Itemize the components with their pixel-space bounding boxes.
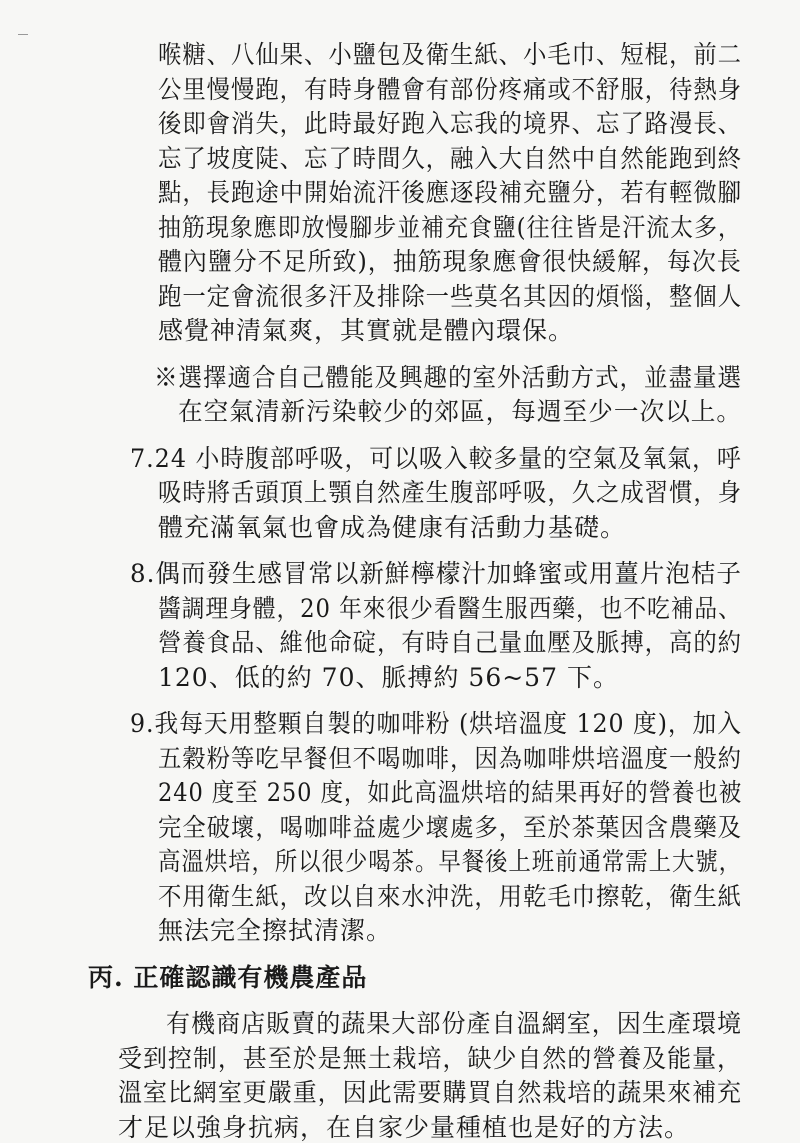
scan-mark <box>18 34 28 35</box>
item-9-line: 完全破壞，喝咖啡益處少壞處多，至於茶葉因含農藥及 <box>158 813 743 842</box>
item-9-line: 無法完全擦拭清潔。 <box>158 916 393 945</box>
intro-line: 點，長跑途中開始流汗後應逐段補充鹽分，若有輕微腳 <box>158 178 743 207</box>
item-9-line: 高溫烘培，所以很少喝茶。早餐後上班前通常需上大號， <box>158 847 743 876</box>
item-9-line: 240 度至 250 度，如此高溫烘培的結果再好的營養也被 <box>158 778 743 807</box>
section-body-line: 有機商店販賣的蔬果大部份產自溫網室，因生產環境 <box>166 1009 743 1038</box>
intro-line: 忘了坡度陡、忘了時間久，融入大自然中自然能跑到終 <box>158 144 743 173</box>
item-8-line: 營養食品、維他命碇，有時自己量血壓及脈搏，高的約 <box>158 628 743 657</box>
item-9-line: 不用衛生紙，改以自來水沖洗，用乾毛巾擦乾，衛生紙 <box>158 882 743 911</box>
intro-line: 公里慢慢跑，有時身體會有部份疼痛或不舒服，待熱身 <box>158 75 743 104</box>
intro-line: 喉糖、八仙果、小鹽包及衛生紙、小毛巾、短棍，前二 <box>158 40 743 69</box>
item-8-line: 8.偶而發生感冒常以新鮮檸檬汁加蜂蜜或用薑片泡桔子 <box>130 559 742 588</box>
item-9-line: 五穀粉等吃早餐但不喝咖啡，因為咖啡烘培溫度一般約 <box>158 744 743 773</box>
intro-line: 跑一定會流很多汗及排除一些莫名其因的煩惱，整個人 <box>158 282 743 311</box>
item-7-line: 7.24 小時腹部呼吸，可以吸入較多量的空氣及氧氣，呼 <box>130 444 742 473</box>
section-body-line: 才足以強身抗病，在自家少量種植也是好的方法。 <box>118 1113 691 1142</box>
section-heading: 丙. 正確認識有機農產品 <box>88 963 368 992</box>
intro-line: 體內鹽分不足所致)，抽筋現象應會很快緩解，每次長 <box>158 247 742 276</box>
intro-line: 感覺神清氣爽，其實就是體內環保。 <box>158 316 575 345</box>
section-body-line: 溫室比網室更嚴重，因此需要購買自然栽培的蔬果來補充 <box>118 1078 743 1107</box>
item-7-line: 吸時將舌頭頂上顎自然產生腹部呼吸，久之成習慣，身 <box>158 478 743 507</box>
intro-line: 抽筋現象應即放慢腳步並補充食鹽(往往皆是汗流太多， <box>158 213 742 242</box>
item-9-line: 9.我每天用整顆自製的咖啡粉 (烘培溫度 120 度)，加入 <box>130 709 742 738</box>
note-line: ※選擇適合自己體能及興趣的室外活動方式，並盡量選 <box>154 363 743 392</box>
note-line: 在空氣清新污染較少的郊區，每週至少一次以上。 <box>178 397 743 426</box>
item-8-line: 醬調理身體，20 年來很少看醫生服西藥，也不吃補品、 <box>158 594 742 623</box>
item-7-line: 體充滿氧氣也會成為健康有活動力基礎。 <box>158 513 627 542</box>
intro-line: 後即會消失，此時最好跑入忘我的境界、忘了路漫長、 <box>158 109 743 138</box>
item-8-line: 120、低的約 70、脈搏約 56~57 下。 <box>158 663 619 692</box>
section-body-line: 受到控制，甚至於是無土栽培，缺少自然的營養及能量， <box>118 1044 743 1073</box>
